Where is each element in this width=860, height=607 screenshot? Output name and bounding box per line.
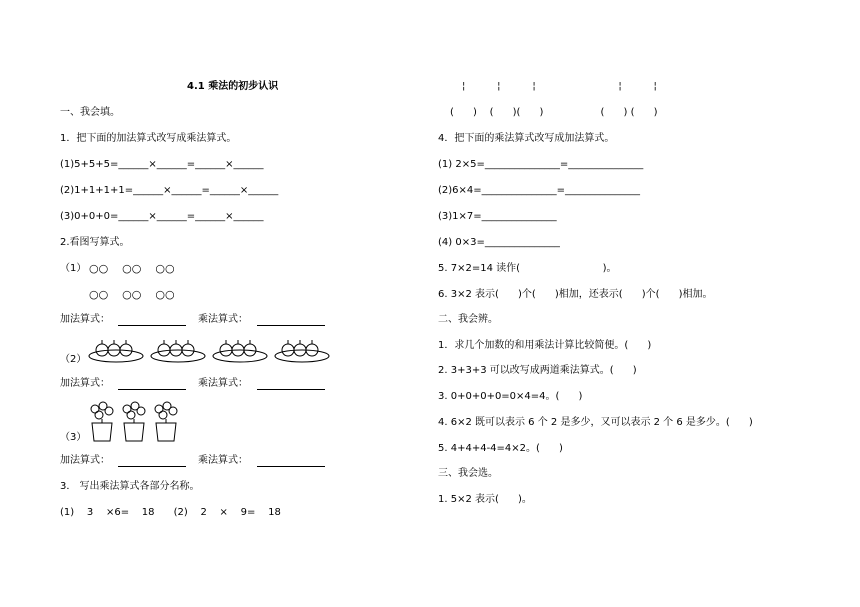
question-1-item-1: (1)5+5+5=______×______=______×______ (60, 159, 264, 170)
choose-item-1: 1. 5×2 表示( )。 (438, 494, 532, 505)
question-2-3-label: （3） (60, 432, 87, 443)
question-4-item-1: (1) 2×5=_______________=_______________ (438, 159, 644, 170)
judge-item-2: 2. 3+3+3 可以改写成两道乘法算式。( ) (438, 365, 637, 376)
question-6: 6. 3×2 表示( )个( )相加，还表示( )个( )相加。 (438, 289, 713, 300)
addition-label-1: 加法算式： (60, 314, 110, 325)
apple-plates-illustration (88, 336, 333, 364)
question-4-item-4: (4) 0×3=_______________ (438, 237, 560, 248)
question-3-prompt: 3． 写出乘法算式各部分名称。 (60, 481, 200, 492)
page-title: 4.1 乘法的初步认识 (187, 81, 279, 92)
multiplication-label-1: 乘法算式： (198, 314, 248, 325)
flower-pots-illustration (87, 401, 182, 443)
multiplication-blank-2 (257, 380, 325, 390)
multiplication-blank-1 (257, 316, 325, 326)
question-4-prompt: 4．把下面的乘法算式改写成加法算式。 (438, 133, 615, 144)
name-label-parens: ( ) ( )( ) ( ) ( ) (450, 107, 658, 118)
apple-plate-3 (213, 340, 267, 362)
judge-item-3: 3. 0+0+0+0=0×4=4。( ) (438, 391, 583, 402)
addition-blank-1 (118, 316, 186, 326)
circle-row-2: ○○ ○○ ○○ (89, 288, 175, 301)
question-1-prompt: 1．把下面的加法算式改写成乘法算式。 (60, 133, 237, 144)
flower-pot-3 (155, 402, 177, 441)
flower-pot-1 (91, 402, 113, 441)
multiplication-label-2: 乘法算式： (198, 378, 248, 389)
question-1-item-2: (2)1+1+1+1=______×______=______×______ (60, 185, 279, 196)
addition-blank-3 (118, 457, 186, 467)
multiplication-label-3: 乘法算式： (198, 455, 248, 466)
question-2-prompt: 2.看图写算式。 (60, 237, 130, 248)
addition-label-2: 加法算式： (60, 378, 110, 389)
judge-item-4: 4. 6×2 既可以表示 6 个 2 是多少，又可以表示 2 个 6 是多少。( ) (438, 417, 753, 428)
flower-pot-2 (123, 402, 145, 441)
circle-row-1: ○○ ○○ ○○ (89, 262, 175, 275)
question-1-item-3: (3)0+0+0=______×______=______×______ (60, 211, 264, 222)
question-5: 5. 7×2=14 读作( )。 (438, 263, 617, 274)
apple-plate-4 (275, 340, 329, 362)
question-2-2-label: （2） (60, 354, 87, 365)
question-3-equations: (1) 3 ×6= 18 (2) 2 × 9= 18 (60, 507, 281, 518)
apple-plate-1 (89, 340, 143, 362)
apple-plate-2 (151, 340, 205, 362)
question-4-item-2: (2)6×4=_______________=_______________ (438, 185, 641, 196)
addition-label-3: 加法算式： (60, 455, 110, 466)
name-label-ticks: ¦ ¦ ¦ ¦ ¦ (462, 81, 657, 92)
addition-blank-2 (118, 380, 186, 390)
judge-item-1: 1．求几个加数的和用乘法计算比较简便。( ) (438, 340, 652, 351)
section-judge-heading: 二、我会辨。 (438, 314, 498, 325)
section-fill-heading: 一、我会填。 (60, 107, 120, 118)
question-2-1-label: （1） (60, 263, 87, 274)
multiplication-blank-3 (257, 457, 325, 467)
question-4-item-3: (3)1×7=_______________ (438, 211, 557, 222)
section-choose-heading: 三、我会选。 (438, 468, 498, 479)
judge-item-5: 5. 4+4+4-4=4×2。( ) (438, 443, 563, 454)
